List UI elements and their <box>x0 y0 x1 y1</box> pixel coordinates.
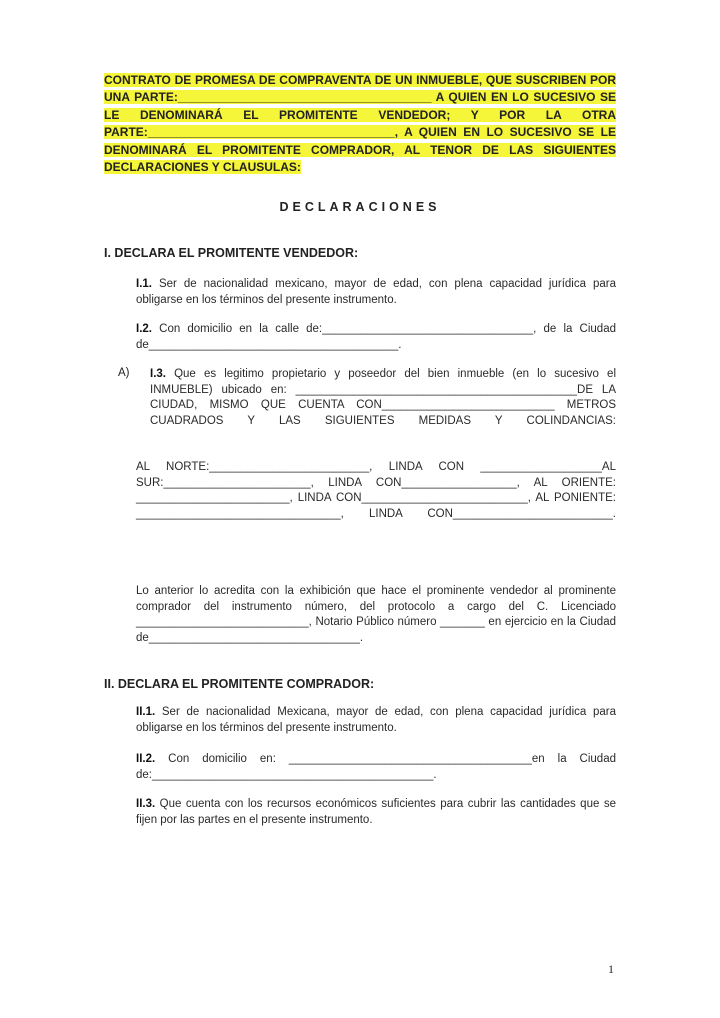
contract-header <box>104 72 616 176</box>
clause-i1 <box>136 277 616 308</box>
clause-ii3-number: II.3. <box>136 798 156 810</box>
clause-i1-number: I.1. <box>136 278 152 290</box>
clause-i3 <box>150 367 616 429</box>
contract-header-text: CONTRATO DE PROMESA DE COMPRAVENTA DE UN INMUEBLE, QUE SUSCRIBEN POR UNA PARTE:______________________________________ A QUIEN EN LO SUCESIVO SE LE DENOMINARÁ EL PROMITENTE VENDEDOR; Y POR LA OTRA PARTE:_____________________________________, A QUIEN EN LO SUCESIVO SE LE DENOMINARÁ EL PROMITENTE COMPRADOR, AL TENOR DE LAS SIGUIENTES DECLARACIONES Y CLAUSULAS: <box>104 73 616 175</box>
clause-ii2-text: Con domicilio en: ______________________________________en la Ciudad de:____________________________________________. <box>136 753 616 781</box>
clause-ii1 <box>136 705 616 736</box>
clause-ii2 <box>136 752 616 783</box>
acredita-paragraph: Lo anterior lo acredita con la exhibición que hace el prominente vendedor al prominente comprador del instrumento número, del protocolo a cargo del C. Licenciado ___________________________, Notario Público número _______ en ejercicio en la Ciudad de_________________________________. <box>136 585 616 644</box>
clause-i2 <box>136 322 616 353</box>
declaraciones-title: DECLARACIONES <box>279 200 441 214</box>
clause-ii3-text: Que cuenta con los recursos económicos suficientes para cubrir las cantidades que se fijen por las partes en el presente instrumento. <box>136 798 616 826</box>
list-marker-a: A) <box>118 367 130 379</box>
clause-ii1-text: Ser de nacionalidad Mexicana, mayor de edad, con plena capacidad jurídica para obligarse en los términos del presente instrumento. <box>136 706 616 734</box>
clause-ii3 <box>136 797 616 828</box>
colindancias-paragraph: AL NORTE:_________________________, LINDA CON ___________________AL SUR:_______________________, LINDA CON__________________, AL ORIENTE: ________________________, LINDA CON__________________________, AL PONIENTE: ________________________________, LINDA CON_________________________. <box>136 461 616 520</box>
clause-i3-number: I.3. <box>150 368 166 380</box>
clause-ii2-number: II.2. <box>136 753 156 765</box>
clause-i3-text: Que es legitimo propietario y poseedor del bien inmueble (en lo sucesivo el INMUEBLE) ubicado en: ____________________________________________DE LA CIUDAD, MISMO QUE CUENTA CON___________________________ METROS CUADRADOS Y LAS SIGUIENTES MEDIDAS Y COLINDANCIAS: <box>150 368 616 427</box>
seller-heading: I. DECLARA EL PROMITENTE VENDEDOR: <box>104 246 359 260</box>
clause-ii1-number: II.1. <box>136 706 156 718</box>
clause-i1-text: Ser de nacionalidad mexicano, mayor de edad, con plena capacidad jurídica para obligarse en los términos del presente instrumento. <box>136 278 616 306</box>
clause-i2-text: Con domicilio en la calle de:_________________________________, de la Ciudad de_______________________________________. <box>136 323 616 351</box>
clause-i2-number: I.2. <box>136 323 152 335</box>
buyer-heading: II. DECLARA EL PROMITENTE COMPRADOR: <box>104 677 375 691</box>
page-number: 1 <box>608 962 614 976</box>
